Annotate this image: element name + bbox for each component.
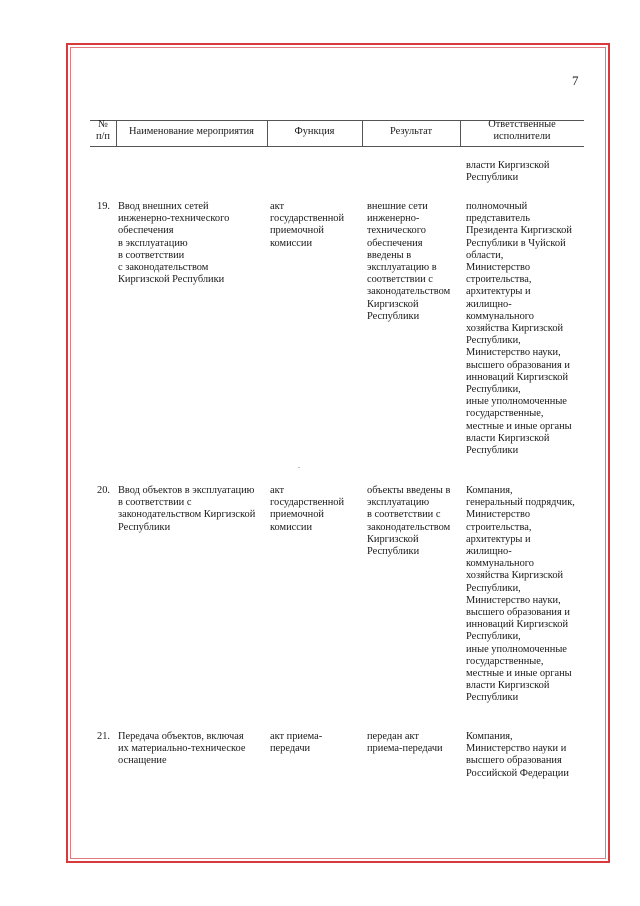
row-number: 21.: [97, 731, 110, 742]
text-line: с законодательством: [118, 262, 209, 274]
text-line: приема-передачи: [367, 743, 443, 755]
text-line: Российской Федерации: [466, 767, 569, 779]
continuation-responsible: [466, 160, 549, 184]
text-line: генеральный подрядчик,: [466, 497, 575, 509]
text-line: внешние сети: [367, 201, 428, 212]
header-responsible-line: исполнители: [493, 131, 551, 142]
text-line: оснащение: [118, 755, 167, 767]
text-line: архитектуры и: [466, 286, 531, 298]
text-line: инноваций Киргизской: [466, 371, 569, 383]
text-line: области,: [466, 249, 504, 261]
text-line: иные уполномоченные: [466, 643, 567, 655]
text-line: их материально-техническое: [118, 743, 246, 755]
header-function: Функция: [294, 126, 335, 137]
text-line: власти Киргизской: [466, 680, 550, 692]
text-line: Киргизской Республики: [118, 274, 225, 286]
text-line: архитектуры и: [466, 533, 531, 545]
text-line: обеспечения: [118, 225, 174, 237]
text-line: государственные,: [466, 408, 544, 420]
text-line: Республики: [466, 692, 519, 704]
text-line: законодательством Киргизской: [118, 509, 256, 521]
text-line: комиссии: [270, 237, 312, 249]
header-num: [90, 119, 116, 143]
row-name: [118, 731, 245, 768]
text-line: Министерство науки и: [466, 743, 567, 755]
scan-speck: [298, 467, 300, 468]
text-line: в соответствии с: [118, 497, 192, 509]
text-line: жилищно-: [466, 546, 512, 558]
text-line: комиссии: [270, 521, 312, 533]
header-result: Результат: [389, 126, 433, 137]
row-result: [367, 731, 443, 755]
text-line: Киргизской: [367, 533, 419, 545]
text-line: жилищно-: [466, 298, 512, 310]
page-number: 7: [572, 73, 579, 88]
text-line: Компания,: [466, 731, 513, 742]
text-line: Республики в Чуйской: [466, 237, 566, 249]
text-line: инженерно-: [367, 213, 420, 225]
text-line: законодательством: [367, 286, 451, 298]
text-line: власти Киргизской: [466, 432, 550, 444]
text-line: Республики: [118, 521, 171, 533]
text-line: законодательством: [367, 521, 451, 533]
row-name: [118, 485, 255, 534]
text-line: Министерство науки,: [466, 594, 561, 606]
text-line: эксплуатацию в: [367, 262, 437, 274]
text-line: местные и иные органы: [466, 420, 572, 432]
text-line: Республики: [367, 546, 420, 558]
text-line: в соответствии с: [367, 509, 441, 521]
header-responsible-line: Ответственные: [488, 119, 556, 130]
text-line: власти Киргизской: [466, 160, 550, 171]
text-line: высшего образования и: [466, 607, 570, 619]
text-line: акт: [270, 485, 285, 496]
text-line: строительства,: [466, 521, 532, 533]
row-result: [367, 485, 450, 558]
text-line: инженерно-технического: [118, 213, 230, 225]
text-line: Республики,: [466, 631, 521, 643]
text-line: коммунального: [466, 310, 535, 322]
text-line: акт приема-: [270, 731, 323, 742]
text-line: полномочный: [466, 201, 528, 212]
row-number: 19.: [97, 201, 110, 212]
text-line: введены в: [367, 249, 412, 261]
header-name: Наименование мероприятия: [129, 126, 254, 137]
text-line: обеспечения: [367, 237, 423, 249]
text-line: Республики,: [466, 582, 521, 594]
text-line: государственной: [270, 497, 345, 509]
text-line: соответствии с: [367, 274, 433, 286]
text-line: высшего образования: [466, 755, 562, 767]
row-result: [367, 201, 450, 323]
text-line: в эксплуатацию: [118, 237, 188, 249]
text-line: высшего образования и: [466, 359, 570, 371]
text-line: Ввод внешних сетей: [118, 201, 209, 212]
text-line: представитель: [466, 213, 530, 225]
text-line: инноваций Киргизской: [466, 619, 569, 631]
text-line: коммунального: [466, 558, 535, 570]
text-line: акт: [270, 201, 285, 212]
text-line: Президента Киргизской: [466, 225, 572, 237]
text-line: Республики: [466, 445, 519, 457]
text-line: Ввод объектов в эксплуатацию: [118, 485, 255, 496]
text-line: государственные,: [466, 655, 544, 667]
text-line: передан акт: [367, 731, 419, 742]
text-line: Министерство науки,: [466, 347, 561, 359]
text-line: местные и иные органы: [466, 668, 572, 680]
row-function: [270, 731, 322, 755]
text-line: приемочной: [270, 509, 324, 521]
text-line: Республики: [466, 172, 519, 184]
row-responsible: [466, 731, 569, 780]
text-line: Республики: [367, 310, 420, 322]
text-line: Компания,: [466, 485, 513, 496]
header-num-line: №: [98, 119, 108, 130]
text-line: приемочной: [270, 225, 324, 237]
text-line: хозяйства Киргизской: [466, 570, 564, 582]
text-line: Республики,: [466, 384, 521, 396]
text-line: строительства,: [466, 274, 532, 286]
text-line: объекты введены в: [367, 485, 451, 496]
text-line: Передача объектов, включая: [118, 731, 244, 742]
row-function: [270, 485, 344, 534]
text-line: передачи: [270, 743, 311, 755]
text-line: Министерство: [466, 262, 531, 274]
row-number: 20.: [97, 485, 110, 496]
text-line: эксплуатацию: [367, 497, 430, 509]
row-function: [270, 201, 344, 250]
text-line: хозяйства Киргизской: [466, 323, 564, 335]
text-line: иные уполномоченные: [466, 396, 567, 408]
text-line: в соответствии: [118, 249, 185, 261]
text-line: Министерство: [466, 509, 531, 521]
text-line: технического: [367, 225, 426, 237]
row-responsible: [466, 201, 572, 457]
header-bottom-rule: [90, 146, 584, 147]
header-num-line: п/п: [95, 131, 110, 142]
row-responsible: [466, 485, 575, 705]
header-responsible: [460, 119, 584, 143]
text-line: Республики,: [466, 335, 521, 347]
text-line: государственной: [270, 213, 345, 225]
text-line: Киргизской: [367, 298, 419, 310]
row-name: [118, 201, 229, 286]
